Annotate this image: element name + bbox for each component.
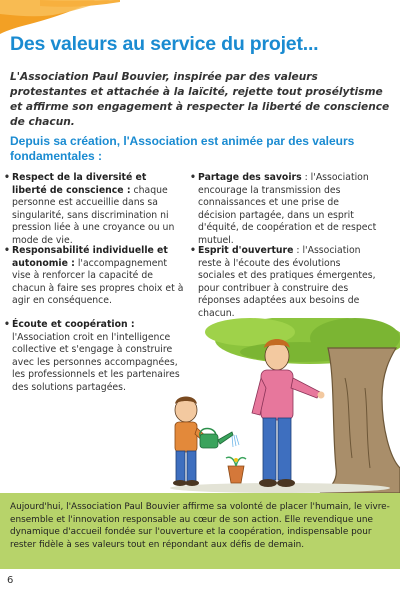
bullet-dot: • [4,172,10,183]
value-text: l'Association croit en l'intelligence collective et s'engage à construire avec les personnes accompagnées, les professionnels et les partenaires des solutions partagées. [12,331,180,393]
value-heading: Esprit d'ouverture [198,245,294,256]
value-heading: Responsabilité individuelle et autonomie : [12,245,168,269]
value-item-partage [190,172,378,247]
value-heading: Respect de la diversité et liberté de conscience : [12,172,147,196]
bullet-dot: • [190,172,196,183]
value-heading: Partage des savoirs [198,172,302,183]
page-title: Des valeurs au service du projet... [10,33,319,55]
bullet-dot: • [4,245,10,256]
value-item-respect [4,172,184,247]
bullet-dot: • [190,245,196,256]
tree-trunk [320,348,400,493]
closing-box [0,493,400,569]
cartoon-illustration [160,318,400,493]
value-item-ecoute [4,319,184,394]
value-text: l'accompagnement vise à renforcer la capacité de chacun à faire ses propres choix et à agir en conséquence. [12,257,184,306]
value-item-ouverture [190,245,378,320]
values-subheading: Depuis sa création, l'Association est animée par des valeurs fondamentales : [10,134,355,163]
bullet-dot: • [4,319,10,330]
page-number: 6 [7,575,14,586]
value-item-autonomie [4,245,184,308]
plant-pot [226,457,246,483]
value-heading: Écoute et coopération : [12,319,135,330]
value-text: chaque personne est accueillie dans sa singularité, sans discrimination ni pression liée à une croyance ou un mode de vie. [12,184,175,246]
value-text: : l'Association encourage la transmission des connaissances et une prise de décision partagée, dans un esprit d'équité, de coopération et de respect mutuel. [198,172,377,246]
value-text: : l'Association reste à l'écoute des évolutions sociales et des pratiques émergentes, pour contribuer à construire des réponses adaptées aux besoins de chacun. [198,245,376,319]
intro-paragraph: L'Association Paul Bouvier, inspirée par des valeurs protestantes et attachée à la laïcité, rejette tout prosélytisme et affirme son engagement à respecter la liberté de conscience de chacun. [10,71,390,128]
watering-can [200,429,239,449]
closing-paragraph: Aujourd'hui, l'Association Paul Bouvier affirme sa volonté de placer l'humain, le vivre-ensemble et l'innovation responsable au cœur de son action. Elle revendique une dynamique d'accueil fondée sur l'ouverture et la coopération, indispensable pour rester fidèle à ses valeurs tout en répondant aux défis de demain. [10,502,390,550]
